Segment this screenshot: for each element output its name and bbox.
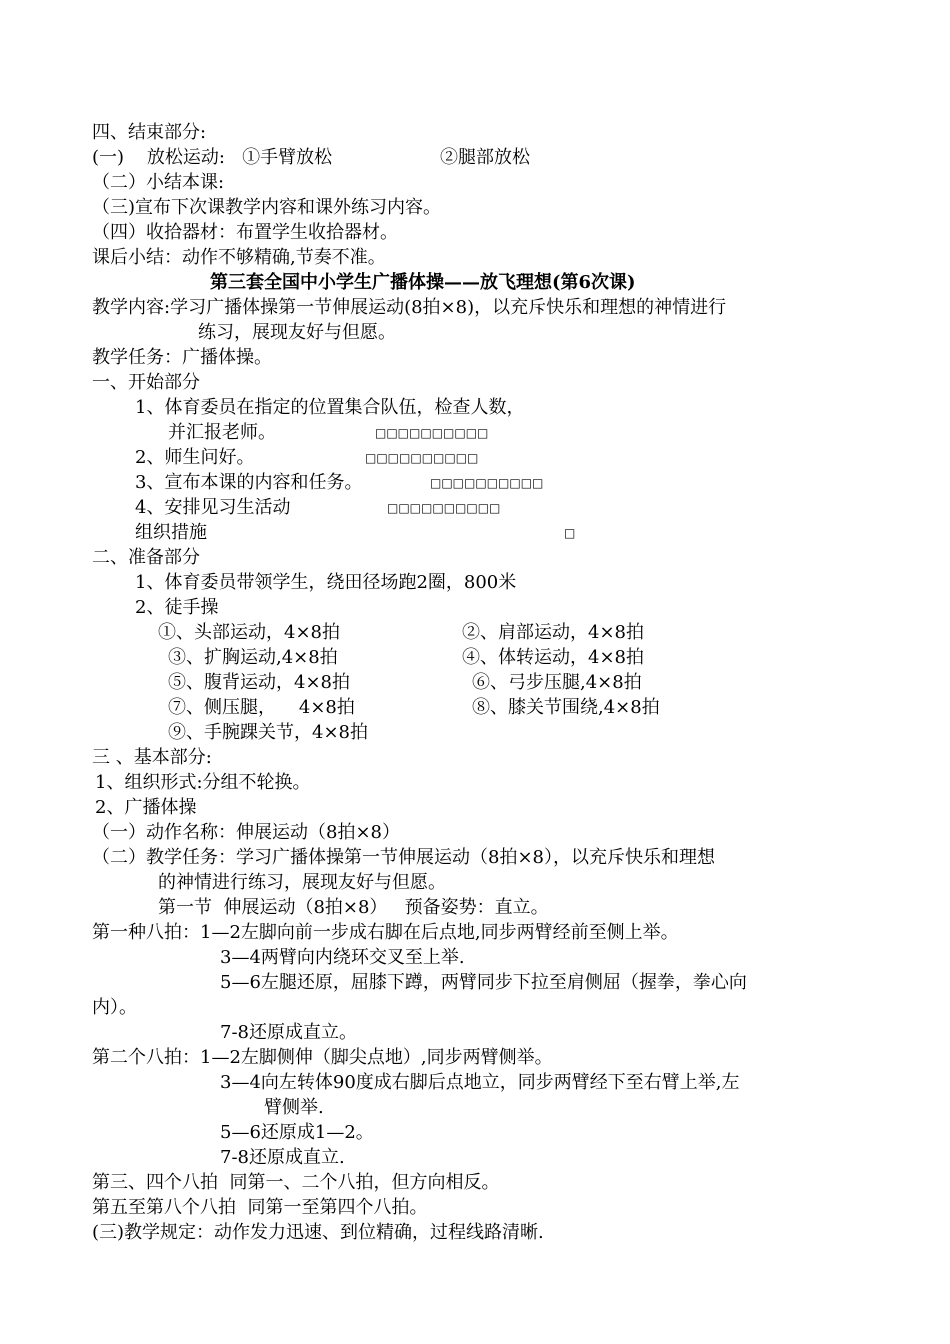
placeholder-glyphs: □□□□□□□□□□ <box>365 451 479 465</box>
basic-action-name: （一）动作名称：伸展运动（8拍×8） <box>92 822 400 843</box>
rhythm-3-4: 第三、四个八拍 同第一、二个八拍，但方向相反。 <box>92 1172 500 1193</box>
basic-broadcast: 2、广播体操 <box>95 797 197 818</box>
after-class-summary: 课后小结：动作不够精确,节奏不准。 <box>92 247 386 268</box>
exercise-wrist-ankle: ⑨、手腕踝关节，4×8拍 <box>168 722 368 743</box>
rhythm-1-line5: 7-8还原成直立。 <box>220 1022 357 1043</box>
section-one-header: 第一节 伸展运动（8拍×8） 预备姿势：直立。 <box>158 897 549 918</box>
end-item-relax-leg: ②腿部放松 <box>440 147 530 168</box>
exercise-trunk: ④、体转运动，4×8拍 <box>462 647 644 668</box>
rhythm-2-line3: 臂侧举. <box>264 1097 324 1118</box>
basic-section-heading: 三 、基本部分: <box>92 747 212 768</box>
rhythm-1-line3: 5—6左腿还原，屈膝下蹲，两臂同步下拉至肩侧屈（握拳，拳心向 <box>220 972 747 993</box>
exercise-shoulder: ②、肩部运动，4×8拍 <box>462 622 644 643</box>
rhythm-5-8: 第五至第八个八拍 同第一至第四个八拍。 <box>92 1197 428 1218</box>
rhythm-1-line4: 内）。 <box>92 997 137 1018</box>
lesson-title: 第三套全国中小学生广播体操——放飞理想(第6次课) <box>210 272 636 293</box>
exercise-abdomen: ⑤、腹背运动，4×8拍 <box>168 672 350 693</box>
start-step-1b: 并汇报老师。 <box>168 422 276 443</box>
exercise-knee: ⑧、膝关节围绕,4×8拍 <box>472 697 660 718</box>
teaching-rule: (三)教学规定：动作发力迅速、到位精确，过程线路清晰. <box>92 1222 544 1243</box>
exercise-chest: ③、扩胸运动,4×8拍 <box>168 647 338 668</box>
end-item-equipment: （四）收拾器材：布置学生收拾器材。 <box>92 222 398 243</box>
teaching-content-line2: 练习，展现友好与但愿。 <box>198 322 396 343</box>
exercise-head: ①、头部运动，4×8拍 <box>158 622 340 643</box>
teaching-content-line1: 教学内容:学习广播体操第一节伸展运动(8拍×8)，以充斥快乐和理想的神情进行 <box>92 297 727 318</box>
rhythm-2-line2: 3—4向左转体90度成右脚后点地立，同步两臂经下至右臂上举,左 <box>220 1072 740 1093</box>
rhythm-1-line2: 3—4两臂向内绕环交叉至上举. <box>220 947 465 968</box>
placeholder-glyphs: □□□□□□□□□□ <box>375 426 489 440</box>
end-item-summary: （二）小结本课: <box>92 172 225 193</box>
basic-organization: 1、组织形式:分组不轮换。 <box>95 772 311 793</box>
basic-task-line1: （二）教学任务：学习广播体操第一节伸展运动（8拍×8），以充斥快乐和理想 <box>92 847 715 868</box>
placeholder-glyphs: □□□□□□□□□□ <box>387 501 501 515</box>
basic-task-line2: 的神情进行练习，展现友好与但愿。 <box>158 872 446 893</box>
exercise-lunge: ⑥、弓步压腿,4×8拍 <box>472 672 642 693</box>
start-organization: 组织措施 <box>135 522 207 543</box>
end-section-heading: 四、结束部分: <box>92 122 207 143</box>
prep-freehand: 2、徒手操 <box>135 597 219 618</box>
placeholder-glyph: □ <box>564 526 576 540</box>
start-step-3: 3、宣布本课的内容和任务。 <box>135 472 363 493</box>
rhythm-1-line1: 第一种八拍：1—2左脚向前一步成右脚在后点地,同步两臂经前至侧上举。 <box>92 922 679 943</box>
start-step-2: 2、师生问好。 <box>135 447 255 468</box>
start-section-heading: 一、开始部分 <box>92 372 200 393</box>
rhythm-2-line1: 第二个八拍：1—2左脚侧伸（脚尖点地）,同步两臂侧举。 <box>92 1047 553 1068</box>
end-item-announce: （三)宣布下次课教学内容和课外练习内容。 <box>92 197 442 218</box>
exercise-side-leg: ⑦、侧压腿， 4×8拍 <box>168 697 355 718</box>
prep-run: 1、体育委员带领学生，绕田径场跑2圈，800米 <box>135 572 517 593</box>
start-step-1a: 1、体育委员在指定的位置集合队伍，检查人数， <box>135 397 525 418</box>
end-item-relax-arm: (一) 放松运动: ①手臂放松 <box>92 147 333 168</box>
rhythm-2-line5: 7-8还原成直立. <box>220 1147 345 1168</box>
prep-section-heading: 二、准备部分 <box>92 547 200 568</box>
teaching-task: 教学任务：广播体操。 <box>92 347 272 368</box>
start-step-4: 4、安排见习生活动 <box>135 497 291 518</box>
placeholder-glyphs: □□□□□□□□□□ <box>430 476 544 490</box>
rhythm-2-line4: 5—6还原成1—2。 <box>220 1122 374 1143</box>
